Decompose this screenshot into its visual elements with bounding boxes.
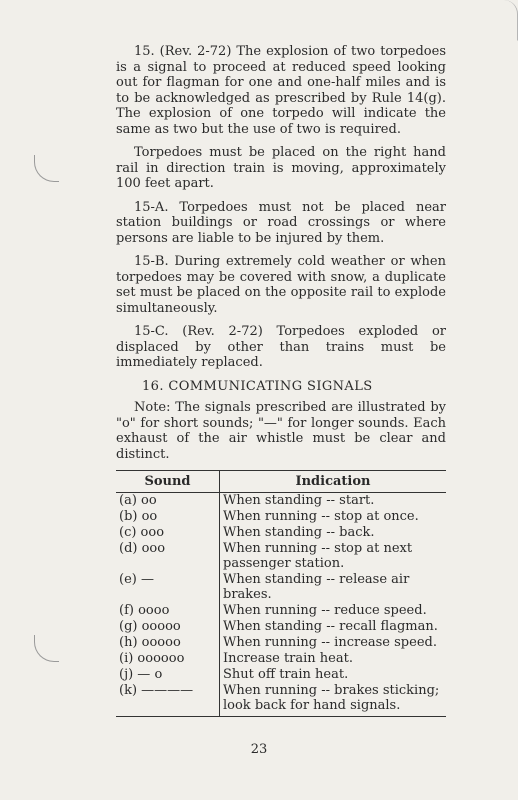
indication-cell: Shut off train heat. xyxy=(223,667,349,682)
indication-cell: When running -- stop at next passenger station. xyxy=(223,541,413,571)
table-row xyxy=(116,667,446,683)
indication-cell: When running -- brakes sticking; look back for hand signals. xyxy=(220,683,447,717)
binder-hole-mark xyxy=(34,155,59,182)
indication-cell: When running -- stop at once. xyxy=(223,509,419,524)
rule-15-a: 15-A. Torpedoes must not be placed near station buildings or road crossings or where persons are liable to be injured by them. xyxy=(116,199,446,246)
column-header-indication: Indication xyxy=(220,471,447,493)
indication-cell: When standing -- start. xyxy=(223,493,375,508)
sound-cell: (i) oooooo xyxy=(116,651,220,667)
page-corner xyxy=(493,0,518,41)
page-number: 23 xyxy=(250,742,268,757)
indication-cell: When running -- reduce speed. xyxy=(223,603,427,618)
table-row xyxy=(116,683,446,717)
sound-cell: (c) ooo xyxy=(116,525,220,541)
column-header-sound: Sound xyxy=(116,471,220,493)
rule-15: 15. (Rev. 2-72) The explosion of two torpedoes is a signal to proceed at reduced speed looking out for flagman for one and one-half miles and is to be acknowledged as prescribed by Rule 14(g). The explosion of one torpedo will indicate the same as two but the use of two is required. xyxy=(116,44,446,137)
table-row xyxy=(116,493,446,510)
signals-table xyxy=(116,470,446,717)
table-row xyxy=(116,635,446,651)
rule-15-c: 15-C. (Rev. 2-72) Torpedoes exploded or displaced by other than trains must be immediately replaced. xyxy=(116,324,446,370)
sound-cell: (g) ooooo xyxy=(116,619,220,635)
table-header-row xyxy=(116,471,446,493)
binder-hole-mark xyxy=(34,635,59,662)
sound-cell: (d) ooo xyxy=(116,541,220,572)
table-row xyxy=(116,619,446,635)
page-text xyxy=(116,44,446,717)
indication-cell: When standing -- back. xyxy=(223,525,375,540)
section-heading: 16. COMMUNICATING SIGNALS xyxy=(142,378,373,394)
table-row xyxy=(116,509,446,525)
rule-15-placement: Torpedoes must be placed on the right hand rail in direction train is moving, approximately 100 feet apart. xyxy=(116,145,446,191)
table-row xyxy=(116,525,446,541)
rule-15-b: 15-B. During extremely cold weather or when torpedoes may be covered with snow, a duplicate set must be placed on the opposite rail to explode simultaneously. xyxy=(116,254,446,316)
indication-cell: Increase train heat. xyxy=(223,651,353,666)
table-row xyxy=(116,603,446,619)
table-row xyxy=(116,541,446,572)
sound-cell: (e) — xyxy=(116,572,220,603)
indication-cell: When standing -- recall flagman. xyxy=(223,619,438,634)
indication-cell: When standing -- release air brakes. xyxy=(223,572,410,602)
sound-cell: (j) — o xyxy=(116,667,220,683)
table-row xyxy=(116,651,446,667)
sound-cell: (b) oo xyxy=(116,509,220,525)
table-row xyxy=(116,572,446,603)
sound-cell: (h) ooooo xyxy=(116,635,220,651)
indication-cell: When running -- increase speed. xyxy=(223,635,437,650)
signals-table-wrap xyxy=(116,470,446,717)
sound-cell: (a) oo xyxy=(116,493,220,510)
sound-cell: (f) oooo xyxy=(116,603,220,619)
sound-cell: (k) ———— xyxy=(116,683,220,717)
section-note: Note: The signals prescribed are illustrated by "o" for short sounds; "—" for longer sounds. Each exhaust of the air whistle must be clear and distinct. xyxy=(116,400,446,462)
